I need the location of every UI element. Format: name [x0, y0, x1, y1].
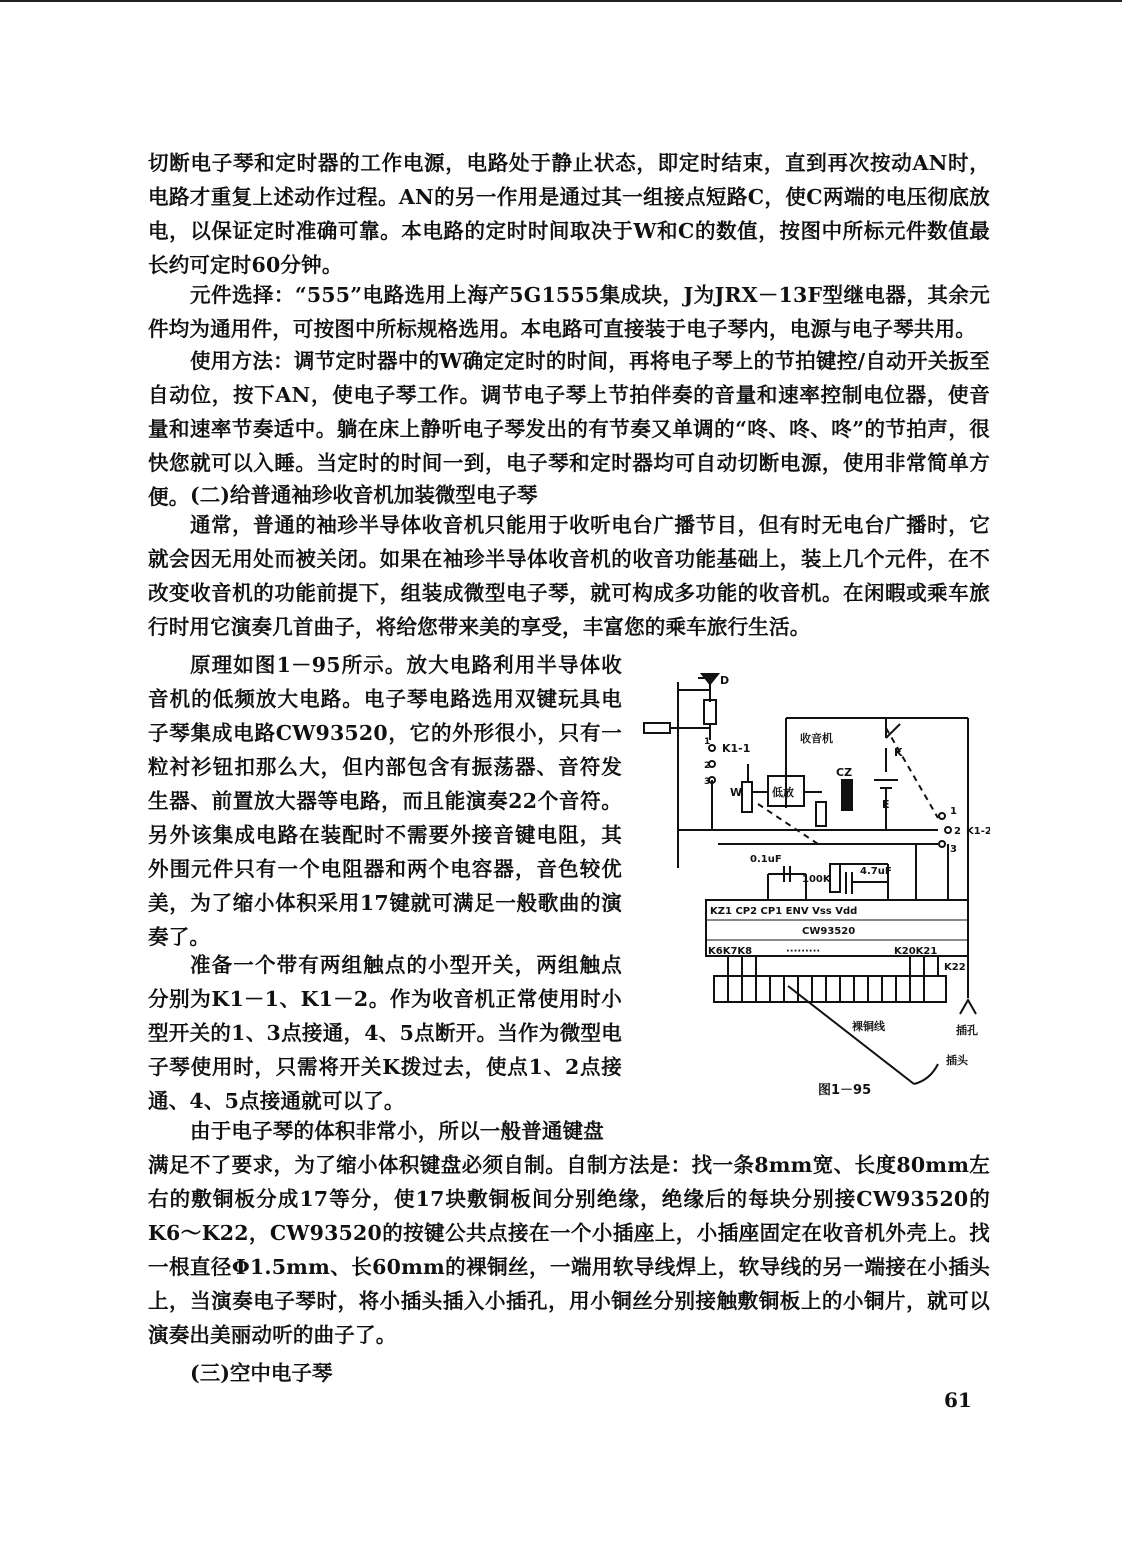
label-contact-2: 2: [704, 761, 711, 771]
figure-caption: 图1－95: [818, 1083, 872, 1098]
label-pin-1: 1: [950, 806, 957, 817]
label-cz: CZ: [836, 766, 853, 779]
label-plug: 插头: [946, 1054, 968, 1067]
label-k1-1: K1-1: [722, 742, 751, 755]
label-w: W: [730, 786, 743, 799]
label-res-100k: 100K: [802, 874, 831, 885]
circuit-diagram: [638, 668, 990, 1108]
label-pin-3: 3: [950, 844, 957, 855]
label-radio: 收音机: [800, 732, 833, 745]
paragraph-principle: 原理如图1－95所示。放大电路利用半导体收音机的低频放大电路。电子琴电路选用双键玩具电子琴集成电路CW93520，它的外形很小，只有一粒衬衫钮扣那么大，但内部包含有振荡器、音符发生器、前置放大器等电路，而且能演奏22个音符。另外该集成电路在装配时不需要外接音键电阻，其外围元件只有一个电阻器和两个电容器，音色较优美，为了缩小体积采用17键就可满足一般歌曲的演奏了。: [148, 653, 622, 949]
label-keys-dots: ·········: [786, 946, 821, 957]
paragraph-usage: 使用方法：调节定时器中的W确定定时的时间，再将电子琴上的节拍键控/自动开关扳至自动位，按下AN，使电子琴工作。调节电子琴上节拍伴奏的音量和速率控制电位器，使音量和速率节奏适中。躺在床上静听电子琴发出的有节奏又单调的“咚、咚、咚”的节拍声，很快您就可以入睡。当定时的时间一到，电子琴和定时器均可自动切断电源，使用非常简单方便。: [148, 349, 990, 509]
paragraph-keyboard: 满足不了要求，为了缩小体积键盘必须自制。自制方法是：找一条8mm宽、长度80mm左右的敷铜板分成17等分，使17块敷铜板间分别绝缘，绝缘后的每块分别接CW93520的K6～K22，CW93520的按键公共点接在一个小插座上，小插座固定在收音机外壳上。找一根直径Φ1.5mm、长60mm的裸铜丝，一端用软导线焊上，软导线的另一端接在小插头上，当演奏电子琴时，将小插头插入小插孔，用小铜丝分别接触敷铜板上的小铜片，就可以演奏出美丽动听的曲子了。: [148, 1153, 990, 1347]
circuit-figure: [638, 668, 990, 1108]
label-bare-wire: 裸铜线: [852, 1020, 885, 1033]
label-pin-2: 2: [954, 826, 961, 837]
label-contact-1: 1: [704, 737, 711, 747]
label-amp: 低放: [772, 786, 794, 799]
label-cap-0-1uf: 0.1uF: [750, 854, 782, 865]
label-cap-4-7uf: 4.7uF: [860, 866, 892, 877]
section-heading-2: (二)给普通袖珍收音机加装微型电子琴: [190, 483, 538, 507]
label-e: E: [882, 798, 890, 811]
paragraph-components: 元件选择：“555”电路选用上海产5G1555集成块，J为JRX－13F型继电器，其余元件均为通用件，可按图中所标规格选用。本电路可直接装于电子琴内，电源与电子琴共用。: [148, 283, 990, 341]
page-number: 61: [944, 1388, 972, 1412]
label-ic-pins: KZ1 CP2 CP1 ENV Vss Vdd: [710, 906, 858, 917]
top-rule: [0, 0, 1122, 2]
label-k22: K22: [944, 962, 966, 973]
label-keys-left: K6K7K8: [708, 946, 753, 957]
label-jack: 插孔: [956, 1024, 978, 1037]
paragraph-continuation: 切断电子琴和定时器的工作电源，电路处于静止状态，即定时结束，直到再次按动AN时，电路才重复上述动作过程。AN的另一作用是通过其一组接点短路C，使C两端的电压彻底放电，以保证定时准确可靠。本电路的定时时间取决于W和C的数值，按图中所标元件数值最长约可定时60分钟。: [148, 151, 990, 277]
label-ic-name: CW93520: [802, 926, 856, 937]
label-k: K: [894, 746, 903, 759]
paragraph-intro: 通常，普通的袖珍半导体收音机只能用于收听电台广播节目，但有时无电台广播时，它就会因无用处而被关闭。如果在袖珍半导体收音机的收音功能基础上，装上几个元件，在不改变收音机的功能前提下，组装成微型电子琴，就可构成多功能的收音机。在闲暇或乘车旅行时用它演奏几首曲子，将给您带来美的享受，丰富您的乘车旅行生活。: [148, 513, 990, 639]
label-keys-right: K20K21: [894, 946, 938, 957]
label-contact-3: 3: [704, 777, 711, 787]
paragraph-switch: 准备一个带有两组触点的小型开关，两组触点分别为K1－1、K1－2。作为收音机正常使用时小型开关的1、3点接通，4、5点断开。当作为微型电子琴使用时，只需将开关K拨过去，使点1、2点接通、4、5点接通就可以了。: [148, 953, 622, 1113]
section-heading-3: (三)空中电子琴: [190, 1361, 333, 1385]
label-d: D: [720, 674, 730, 687]
label-k1-2: K1-2: [966, 826, 990, 837]
paragraph-keyboard-start: 由于电子琴的体积非常小，所以一般普通键盘: [190, 1119, 604, 1143]
